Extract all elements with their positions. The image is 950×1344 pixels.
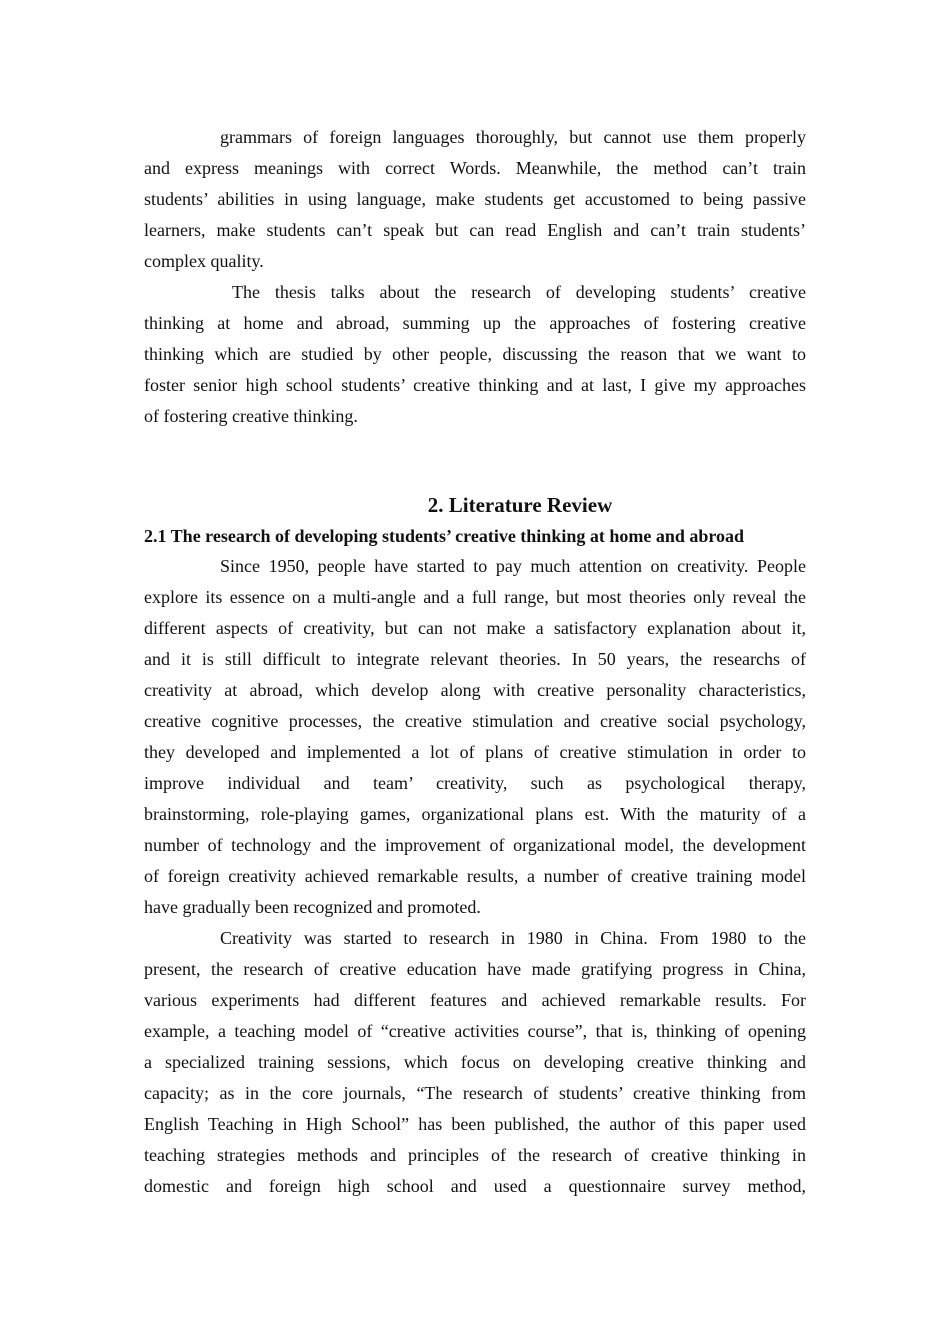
text-line: thinking which are studied by other people, discussing the reason that we want to <box>144 344 806 364</box>
text-line: creative cognitive processes, the creative stimulation and creative social psychology, <box>144 711 806 731</box>
text-line: creativity at abroad, which develop along with creative personality characteristics, <box>144 680 806 700</box>
text-line: example, a teaching model of “creative activities course”, that is, thinking of opening <box>144 1021 806 1041</box>
text-line: they developed and implemented a lot of plans of creative stimulation in order to <box>144 742 806 762</box>
text-line: domestic and foreign high school and used a questionnaire survey method, <box>144 1176 806 1196</box>
text-line: have gradually been recognized and promoted. <box>144 897 481 917</box>
text-line: and express meanings with correct Words. Meanwhile, the method can’t train <box>144 158 806 178</box>
text-line: number of technology and the improvement of organizational model, the development <box>144 835 806 855</box>
text-line: different aspects of creativity, but can not make a satisfactory explanation about it, <box>144 618 806 638</box>
text-line: improve individual and team’ creativity, such as psychological therapy, <box>144 773 806 793</box>
text-line: foster senior high school students’ creative thinking and at last, I give my approaches <box>144 375 806 395</box>
paragraph <box>144 923 806 1202</box>
paragraph <box>144 122 806 277</box>
text-line: and it is still difficult to integrate relevant theories. In 50 years, the researchs of <box>144 649 806 669</box>
text-line: The thesis talks about the research of developing students’ creative <box>232 282 806 302</box>
text-line: various experiments had different features and achieved remarkable results. For <box>144 990 806 1010</box>
text-line: Since 1950, people have started to pay much attention on creativity. People <box>220 556 806 576</box>
text-line: English Teaching in High School” has been published, the author of this paper used <box>144 1114 806 1134</box>
text-line: brainstorming, role-playing games, organizational plans est. With the maturity of a <box>144 804 806 824</box>
body-text <box>144 551 806 1202</box>
paragraph <box>144 277 806 432</box>
text-line: learners, make students can’t speak but can read English and can’t train students’ <box>144 220 806 240</box>
text-line: complex quality. <box>144 251 264 271</box>
text-line: present, the research of creative education have made gratifying progress in China, <box>144 959 806 979</box>
text-line: grammars of foreign languages thoroughly, but cannot use them properly <box>220 127 806 147</box>
text-line: of foreign creativity achieved remarkable results, a number of creative training model <box>144 866 806 886</box>
text-line: capacity; as in the core journals, “The research of students’ creative thinking from <box>144 1083 806 1103</box>
paragraph <box>144 551 806 923</box>
text-line: a specialized training sessions, which focus on developing creative thinking and <box>144 1052 806 1072</box>
intro-text <box>144 122 806 432</box>
text-line: Creativity was started to research in 1980 in China. From 1980 to the <box>220 928 806 948</box>
text-line: teaching strategies methods and principles of the research of creative thinking in <box>144 1145 806 1165</box>
text-line: of fostering creative thinking. <box>144 406 358 426</box>
section-heading: 2. Literature Review <box>427 493 613 517</box>
text-line: thinking at home and abroad, summing up the approaches of fostering creative <box>144 313 806 333</box>
text-line: students’ abilities in using language, make students get accustomed to being passive <box>144 189 806 209</box>
subsection-heading: 2.1 The research of developing students’ creative thinking at home and abroad <box>144 526 745 546</box>
text-line: explore its essence on a multi-angle and a full range, but most theories only reveal the <box>144 587 806 607</box>
